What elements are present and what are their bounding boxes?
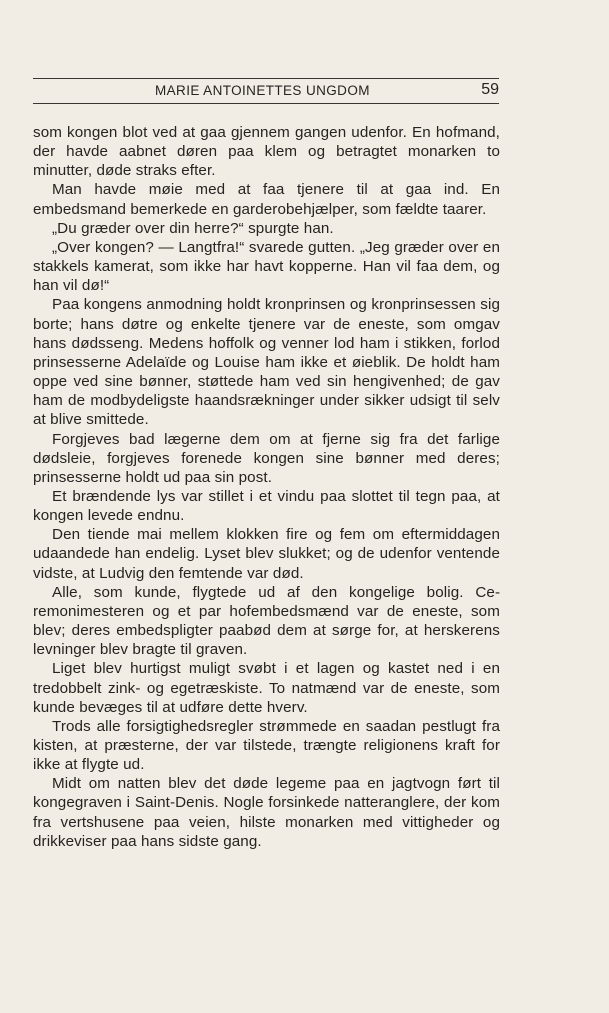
paragraph: Trods alle forsigtighedsregler strømmede en saadan pestlugt fra kisten, at præsterne, der var tilstede, trængte religionens kraft for ikke at flygte ud. [33,717,500,774]
paragraph: Paa kongens anmodning holdt kronprinsen og kronprinsessen sig borte; hans døtre og enkelte tjenere var de eneste, som omgav hans dødsseng. Medens hoffolk og venner lod ham i stikken, forlod prinsesserne Adelaïde og Louise ham ikke et øieblik. De holdt ham oppe ved sine bønner, støttede ham ved sin hengivenhed; de gav ham de modbydeligste haandsrækninger under sikker udsigt til selv at blive smittede. [33,296,500,429]
page-header [33,78,499,104]
paragraph: Forgjeves bad lægerne dem om at fjerne sig fra det farlige dødsleie, forgjeves forenede kongen sine bønner med deres; prinsesserne holdt ud paa sin post. [33,430,500,486]
running-head: MARIE ANTOINETTES UNGDOM [155,83,370,98]
paragraph: Liget blev hurtigst muligt svøbt i et lagen og kastet ned i en tredobbelt zink- og egetræskiste. To natmænd var de eneste, som kunde bevæges til at udføre dette hverv. [33,660,500,716]
paragraph: Den tiende mai mellem klokken fire og fem om eftermiddagen udaandede han endelig. Lyset blev slukket; og de udenfor ventende vidste, at Ludvig den femtende var død. [33,526,500,582]
paragraph: Alle, som kunde, flygtede ud af den kongelige bolig. Ceremonimesteren og et par hofembedsmænd var de eneste, som blev; deres embedspligter paabød dem at sørge for, at herskerens levninger blev bragte til graven. [33,583,500,659]
paragraph: „Du græder over din herre?“ spurgte han. [52,219,334,237]
page-number: 59 [481,81,499,98]
paragraph: som kongen blot ved at gaa gjennem gangen udenfor. En hofmand, der havde aabnet døren paa klem og betragtet monarken to minutter, døde straks efter. [33,124,500,180]
paragraph: Man havde møie med at faa tjenere til at gaa ind. En embedsmand bemerkede en garderobehjælper, som fældte taarer. [33,181,500,218]
paragraph: Et brændende lys var stillet i et vindu paa slottet til tegn paa, at kongen levede endnu. [33,487,500,525]
body-text [33,123,500,851]
paragraph: Midt om natten blev det døde legeme paa en jagtvogn ført til kongegraven i Saint-Denis. Nogle forsinkede natteranglere, der kom fra vertshusene paa veien, hilste monarken med vittigheder og drikkeviser paa hans sidste gang. [33,775,500,850]
paragraph: „Over kongen? — Langtfra!“ svarede gutten. „Jeg græder over en stakkels kamerat, som ikke har havt kopperne. Han vil faa dem, og han vil dø!“ [33,238,500,295]
